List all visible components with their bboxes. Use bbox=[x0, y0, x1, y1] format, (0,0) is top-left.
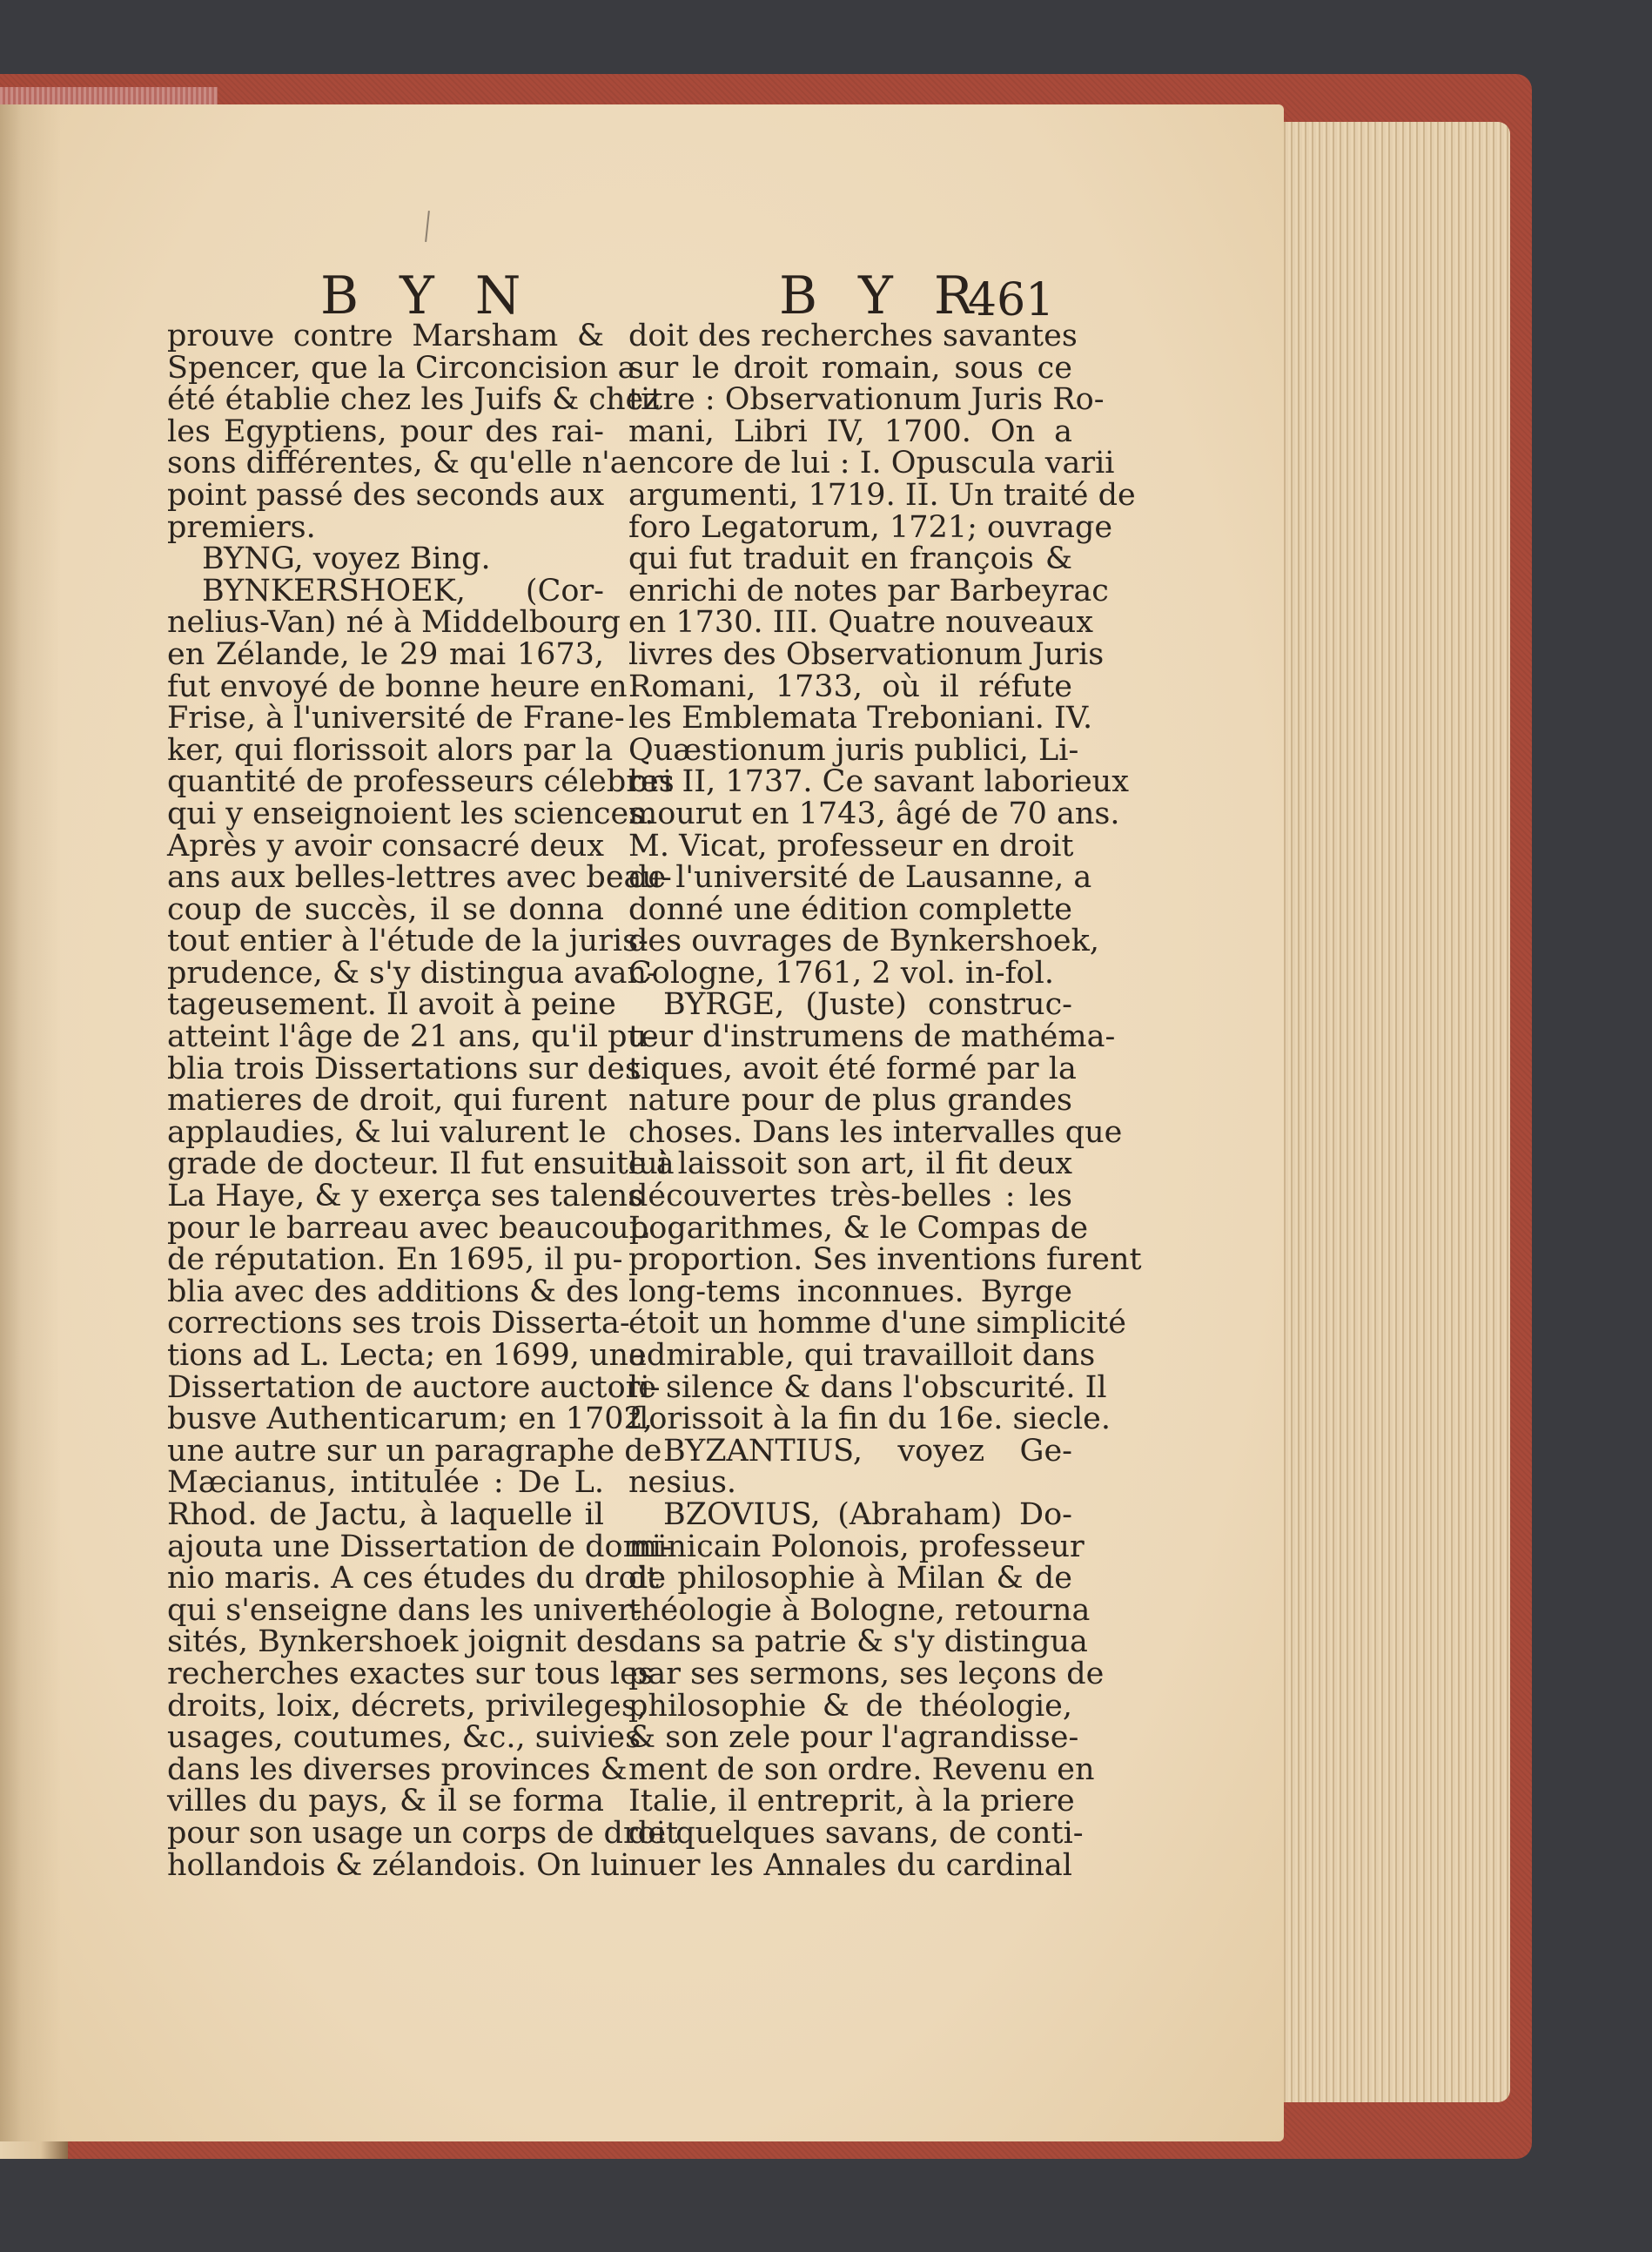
text-line: usages, coutumes, &c., suivies bbox=[167, 1720, 641, 1756]
text-line: de réputation. En 1695, il pu- bbox=[167, 1242, 623, 1278]
text-line: coup de succès, il se donna bbox=[167, 891, 604, 927]
text-line: ker, qui florissoit alors par la bbox=[167, 732, 614, 768]
text-line: corrections ses trois Disserta- bbox=[167, 1306, 630, 1341]
text-line: mani, Libri IV, 1700. On a bbox=[628, 413, 1072, 449]
text-line: Italie, il entreprit, à la priere bbox=[628, 1784, 1075, 1819]
text-line: quantité de professeurs célebres bbox=[167, 764, 675, 800]
running-head-right: B Y R bbox=[779, 266, 986, 326]
text-line: découvertes très-belles : les bbox=[628, 1179, 1072, 1214]
text-line: les Egyptiens, pour des rai- bbox=[167, 413, 604, 449]
text-line: tiques, avoit été formé par la bbox=[628, 1051, 1077, 1086]
text-line: en Zélande, le 29 mai 1673, bbox=[167, 636, 604, 672]
text-line: Romani, 1733, où il réfute bbox=[628, 669, 1072, 704]
text-line: les Emblemata Treboniani. IV. bbox=[628, 701, 1093, 736]
text-line: de quelques savans, de conti- bbox=[628, 1815, 1084, 1851]
text-line: argumenti, 1719. II. Un traité de bbox=[628, 477, 1136, 513]
text-line: été établie chez les Juifs & chez bbox=[167, 382, 660, 418]
text-line: premiers. bbox=[167, 509, 316, 545]
text-line: busve Authenticarum; en 1702, bbox=[167, 1402, 653, 1437]
text-line: bri II, 1737. Ce savant laborieux bbox=[628, 764, 1129, 800]
text-line: blia avec des additions & des bbox=[167, 1274, 620, 1309]
entry-bynkershoek: BYNKERSHOEK, (Cor- bbox=[202, 573, 604, 608]
text-line: théologie à Bologne, retourna bbox=[628, 1592, 1091, 1628]
text-line: florissoit à la fin du 16e. siecle. bbox=[628, 1402, 1111, 1437]
text-line: Quæstionum juris publici, Li- bbox=[628, 732, 1079, 768]
text-line: droits, loix, décrets, privileges, bbox=[167, 1688, 647, 1724]
entry-byzantius: BYZANTIUS, voyez Ge- bbox=[663, 1433, 1072, 1469]
text-line: long-tems inconnues. Byrge bbox=[628, 1274, 1072, 1309]
text-line: proportion. Ses inventions furent bbox=[628, 1242, 1142, 1278]
text-line: nuer les Annales du cardinal bbox=[628, 1847, 1072, 1883]
text-line: qui y enseignoient les sciences. bbox=[167, 796, 655, 831]
entry-byrge: BYRGE, (Juste) construc- bbox=[663, 987, 1072, 1023]
text-line: teur d'instrumens de mathéma- bbox=[628, 1019, 1116, 1055]
text-line: qui s'enseigne dans les univer- bbox=[167, 1592, 642, 1628]
text-line: nesius. bbox=[628, 1465, 737, 1501]
text-line: & son zele pour l'agrandisse- bbox=[628, 1720, 1079, 1756]
right-text-column bbox=[628, 319, 1142, 1883]
text-line: en 1730. III. Quatre nouveaux bbox=[628, 605, 1093, 641]
text-line: de l'université de Lausanne, a bbox=[628, 860, 1092, 896]
text-line: tions ad L. Lecta; en 1699, une bbox=[167, 1338, 647, 1373]
text-line: nature pour de plus grandes bbox=[628, 1083, 1072, 1119]
text-line: villes du pays, & il se forma bbox=[167, 1784, 604, 1819]
text-line: prouve contre Marsham & bbox=[167, 319, 604, 353]
text-line: nio maris. A ces études du droit bbox=[167, 1561, 659, 1597]
text-line: fut envoyé de bonne heure en bbox=[167, 669, 628, 704]
text-line: dans les diverses provinces & bbox=[167, 1751, 628, 1787]
text-line: admirable, qui travailloit dans bbox=[628, 1338, 1096, 1373]
text-line: enrichi de notes par Barbeyrac bbox=[628, 573, 1109, 608]
text-line: hollandois & zélandois. On lui bbox=[167, 1847, 630, 1883]
text-line: tageusement. Il avoit à peine bbox=[167, 987, 616, 1023]
text-line: étoit un homme d'une simplicité bbox=[628, 1306, 1126, 1341]
text-line: dans sa patrie & s'y distingua bbox=[628, 1624, 1088, 1660]
text-line: lui laissoit son art, il fit deux bbox=[628, 1146, 1072, 1182]
text-line: Frise, à l'université de Frane- bbox=[167, 701, 625, 736]
text-line: doit des recherches savantes bbox=[628, 319, 1078, 353]
text-line: atteint l'âge de 21 ans, qu'il pu- bbox=[167, 1019, 657, 1055]
entry-bzovius: BZOVIUS, (Abraham) Do- bbox=[663, 1496, 1072, 1532]
text-line: Mæcianus, intitulée : De L. bbox=[167, 1465, 604, 1501]
text-line: sons différentes, & qu'elle n'a bbox=[167, 446, 628, 481]
text-line: minicain Polonois, professeur bbox=[628, 1529, 1085, 1564]
text-line: de philosophie à Milan & de bbox=[628, 1561, 1072, 1597]
entry-byng: BYNG, voyez Bing. bbox=[202, 541, 491, 577]
text-line: recherches exactes sur tous les bbox=[167, 1656, 654, 1691]
text-line: point passé des seconds aux bbox=[167, 477, 605, 513]
text-line: Spencer, que la Circoncision a bbox=[167, 350, 636, 386]
text-line: applaudies, & lui valurent le bbox=[167, 1114, 607, 1150]
page-number: 461 bbox=[968, 274, 1055, 326]
text-line: ment de son ordre. Revenu en bbox=[628, 1751, 1095, 1787]
text-line: Dissertation de auctore auctori- bbox=[167, 1369, 661, 1405]
text-line: choses. Dans les intervalles que bbox=[628, 1114, 1123, 1150]
text-line: une autre sur un paragraphe de bbox=[167, 1433, 662, 1469]
text-line: par ses sermons, ses leçons de bbox=[628, 1656, 1105, 1691]
text-line: philosophie & de théologie, bbox=[628, 1688, 1072, 1724]
running-head-left: B Y N bbox=[320, 266, 534, 326]
text-line: ajouta une Dissertation de domi- bbox=[167, 1529, 672, 1564]
text-line: Cologne, 1761, 2 vol. in-fol. bbox=[628, 955, 1054, 991]
text-line: Rhod. de Jactu, à laquelle il bbox=[167, 1496, 604, 1532]
page-edges bbox=[1253, 122, 1510, 2102]
text-line: foro Legatorum, 1721; ouvrage bbox=[628, 509, 1113, 545]
text-line: qui fut traduit en françois & bbox=[628, 541, 1072, 577]
text-line: sur le droit romain, sous ce bbox=[628, 350, 1072, 386]
text-line: sités, Bynkershoek joignit des bbox=[167, 1624, 629, 1660]
text-line: ans aux belles-lettres avec beau- bbox=[167, 860, 672, 896]
text-line: donné une édition complette bbox=[628, 891, 1072, 927]
text-line: tout entier à l'étude de la juris- bbox=[167, 924, 648, 959]
left-text-column bbox=[167, 319, 679, 1883]
text-line: blia trois Dissertations sur des bbox=[167, 1051, 641, 1086]
text-line: le silence & dans l'obscurité. Il bbox=[628, 1369, 1107, 1405]
text-line: pour le barreau avec beaucoup bbox=[167, 1210, 649, 1246]
text-line: pour son usage un corps de droit bbox=[167, 1815, 679, 1851]
text-line: encore de lui : I. Opuscula varii bbox=[628, 446, 1115, 481]
text-line: mourut en 1743, âgé de 70 ans. bbox=[628, 796, 1120, 831]
text-line: Après y avoir consacré deux bbox=[167, 828, 604, 864]
text-line: matieres de droit, qui furent bbox=[167, 1083, 608, 1119]
text-line: livres des Observationum Juris bbox=[628, 636, 1105, 672]
text-line: des ouvrages de Bynkershoek, bbox=[628, 924, 1099, 959]
text-line: M. Vicat, professeur en droit bbox=[628, 828, 1074, 864]
text-line: titre : Observationum Juris Ro- bbox=[628, 382, 1105, 418]
text-line: grade de docteur. Il fut ensuite à bbox=[167, 1146, 675, 1182]
text-line: La Haye, & y exerça ses talens bbox=[167, 1179, 644, 1214]
text-line: nelius-Van) né à Middelbourg bbox=[167, 605, 621, 641]
text-line: Logarithmes, & le Compas de bbox=[628, 1210, 1089, 1246]
text-line: prudence, & s'y distingua avan- bbox=[167, 955, 657, 991]
